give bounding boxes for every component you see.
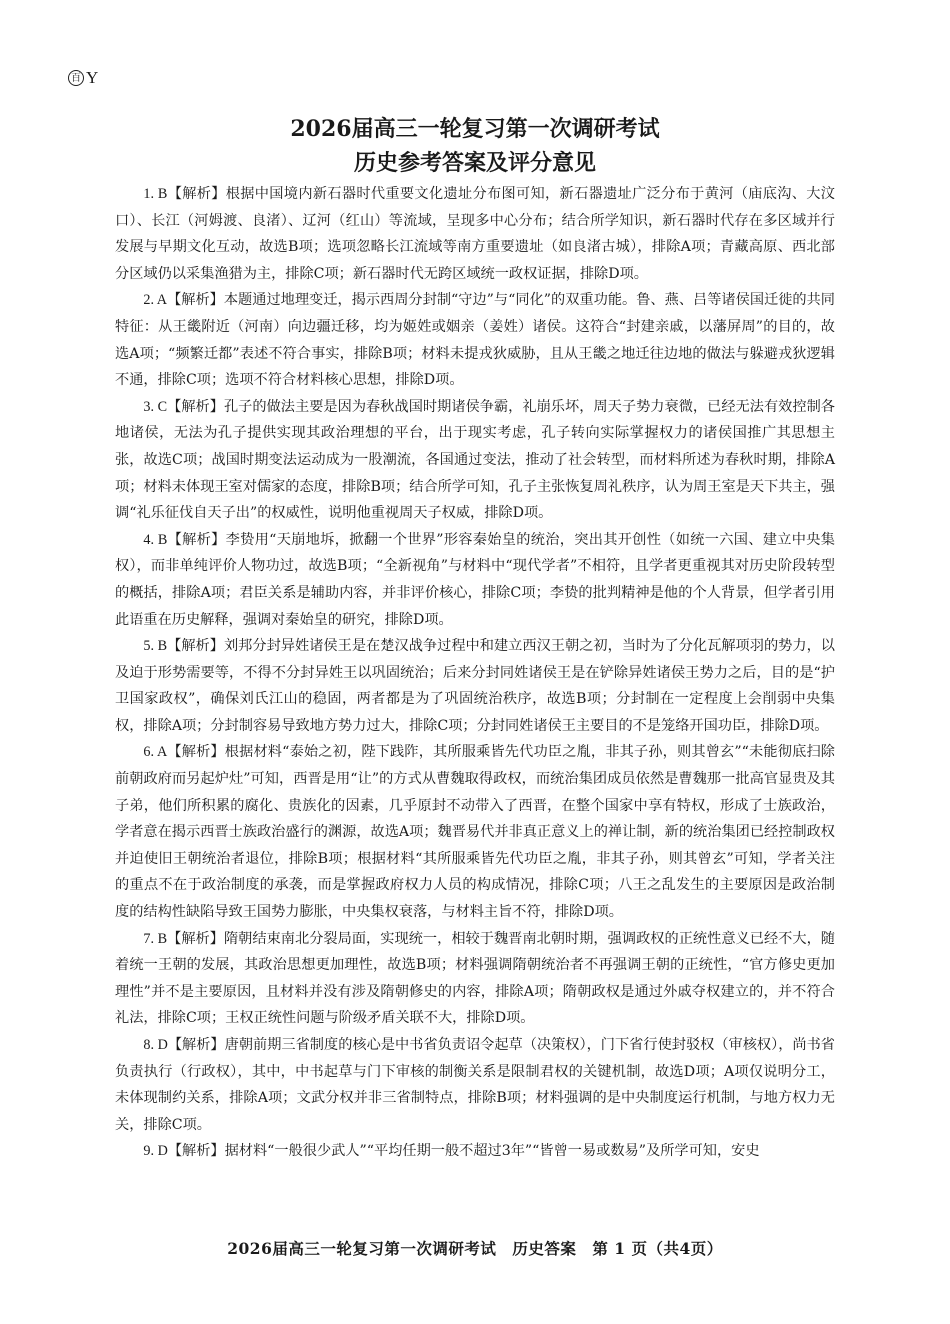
- exam-title: 2026届高三一轮复习第一次调研考试: [290, 116, 660, 142]
- answer-item: [115, 287, 835, 393]
- answer-item: [115, 1138, 835, 1165]
- answer-explanation: 【解析】根据中国境内新石器时代重要文化遗址分布图可知，新石器遗址广泛分布于黄河（庙底沟、大汶口）、长江（河姆渡、良渚）、辽河（红山）等流域，呈现多中心分布；结合所学知识，新石器时代存在多区域并行发展与早期文化互动，故选B项；选项忽略长江流域等南方重要遗址（如良渚古城），排除A项；青藏高原、西北部分区域仍以采集渔猎为主，排除C项；新石器时代无跨区域统一政权证据，排除D项。: [115, 186, 835, 282]
- answer-explanation: 【解析】刘邦分封异姓诸侯王是在楚汉战争过程中和建立西汉王朝之初，当时为了分化瓦解项羽的势力，以及迫于形势需要等，不得不分封异姓王以巩固统治；后来分封同姓诸侯王是在铲除异姓诸侯王势力之后，目的是“护卫国家政权”，确保刘氏江山的稳固，两者都是为了巩固统治秩序，故选B项；分封制在一定程度上会削弱中央集权，排除A项；分封制容易导致地方势力过大，排除C项；分封同姓诸侯王主要目的不是笼络开国功臣，排除D项。: [115, 638, 835, 734]
- answer-list: [115, 181, 835, 1165]
- answer-item: [115, 633, 835, 739]
- answer-item: [115, 1032, 835, 1138]
- exam-logo-mark: [68, 68, 98, 88]
- answer-item: [115, 739, 835, 925]
- answer-number: 9. D: [143, 1143, 168, 1160]
- answer-number: 3. C: [143, 398, 168, 415]
- answer-item: [115, 926, 835, 1032]
- answer-item: [115, 181, 835, 287]
- answer-number: 6. A: [143, 744, 168, 761]
- answer-explanation: 【解析】据材料“一般很少武人”“平均任期一般不超过3年”“皆曾一易或数易”及所学可知，安史: [167, 1143, 760, 1160]
- answer-item: [115, 394, 835, 527]
- seal-letter: Y: [86, 68, 99, 87]
- answer-number: 4. B: [143, 531, 168, 548]
- answer-item: [115, 527, 835, 633]
- answer-explanation: 【解析】本题通过地理变迁，揭示西周分封制“守边”与“同化”的双重功能。鲁、燕、吕等诸侯国迁徙的共同特征：从王畿附近（河南）向边疆迁移，均为姬姓或姻亲（姜姓）诸侯。这符合“封建亲戚，以藩屏周”的目的，故选A项；“频繁迁都”表述不符合事实，排除B项；材料未提戎狄威胁，且从王畿之地迁往边地的做法与躲避戎狄逻辑不通，排除C项；选项不符合材料核心思想，排除D项。: [115, 292, 835, 389]
- answer-explanation: 【解析】隋朝结束南北分裂局面，实现统一，相较于魏晋南北朝时期，强调政权的正统性意义已经不大，随着统一王朝的发展，其政治思想更加理性，故选B项；材料强调隋朝统治者不再强调王朝的正统性，“官方修史更加理性”并不是主要原因，且材料并没有涉及隋朝修史的内容，排除A项；隋朝政权是通过外戚夺权建立的，并不符合礼法，排除C项；王权正统性问题与阶级矛盾关联不大，排除D项。: [115, 930, 835, 1027]
- page-footer: 2026届高三一轮复习第一次调研考试 历史答案 第 1 页（共4页）: [227, 1239, 723, 1258]
- answer-explanation: 【解析】根据材料“泰始之初，陛下践阼，其所服乘皆先代功臣之胤，非其子孙，则其曾玄”“未能彻底扫除前朝政府而另起炉灶”可知，西晋是用“让”的方式从曹魏取得政权，而统治集团成员依然是曹魏那一批高官显贵及其子弟，他们所积累的腐化、贵族化的因素，几乎原封不动带入了西晋，在整个国家中享有特权，形成了士族政治，学者意在揭示西晋士族政治盛行的渊源，故选A项；魏晋易代并非真正意义上的禅让制，新的统治集团已经控制政权并迫使旧王朝统治者退位，排除B项；根据材料“其所服乘皆先代功臣之胤，非其子孙，则其曾玄”可知，学者关注的重点不在于政治制度的承袭，而是掌握政府权力人员的构成情况，排除C项；八王之乱发生的主要原因是政治制度的结构性缺陷导致王国势力膨胀，中央集权衰落，与材料主旨不符，排除D项。: [115, 744, 835, 921]
- answer-number: 5. B: [143, 638, 168, 655]
- answer-number: 1. B: [143, 186, 168, 202]
- answer-number: 7. B: [143, 930, 168, 947]
- document-subtitle: 历史参考答案及评分意见: [353, 151, 596, 176]
- answer-explanation: 【解析】孔子的做法主要是因为春秋战国时期诸侯争霸，礼崩乐坏，周天子势力衰微，已经无法有效控制各地诸侯，无法为孔子提供实现其政治理想的平台，出于现实考虑，孔子转向实际掌握权力的诸侯国推广其思想主张，故选C项；战国时期变法运动成为一股潮流，各国通过变法，推动了社会转型，而材料所述为春秋时期，排除A项；材料未体现王室对儒家的态度，排除B项；结合所学可知，孔子主张恢复周礼秩序，认为周王室是天下共主，强调“礼乐征伐自天子出”的权威性，说明他重视周天子权威，排除D项。: [115, 398, 835, 522]
- answer-number: 8. D: [143, 1037, 168, 1053]
- answer-explanation: 【解析】李贽用“天崩地坼，掀翻一个世界”形容秦始皇的统治，突出其开创性（如统一六国、建立中央集权），而非单纯评价人物功过，故选B项；“全新视角”与材料中“现代学者”不相符，且学者更重视其对历史阶段转型的概括，排除A项；君臣关系是辅助内容，并非评价核心，排除C项；李贽的批判精神是他的个人背景，但学者引用此语重在历史解释，强调对秦始皇的研究，排除D项。: [115, 531, 835, 628]
- answer-explanation: 【解析】唐朝前期三省制度的核心是中书省负责诏令起草（决策权），门下省行使封驳权（审核权），尚书省负责执行（行政权），其中，中书起草与门下审核的制衡关系是限制君权的关键机制，故选D项；A项仅说明分工，未体现制约关系，排除A项；文武分权并非三省制特点，排除B项；材料强调的是中央制度运行机制，与地方权力无关，排除C项。: [115, 1037, 835, 1133]
- answer-number: 2. A: [143, 292, 168, 309]
- seal-circle-icon: 百: [68, 70, 84, 86]
